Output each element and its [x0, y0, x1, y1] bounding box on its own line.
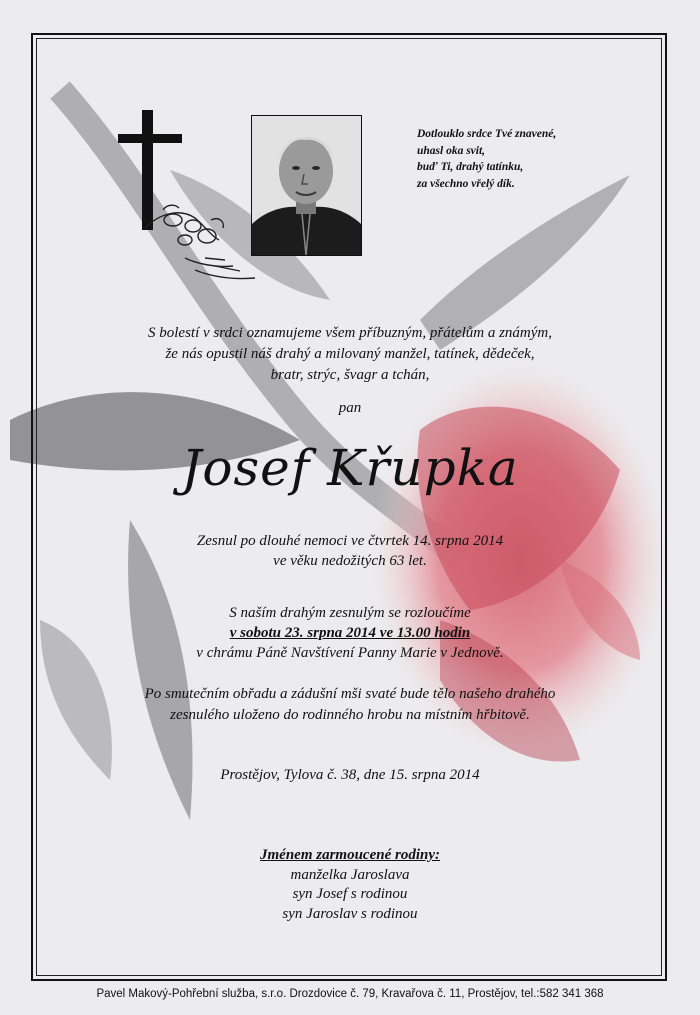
poem-line: Dotlouklo srdce Tvé znavené,: [417, 128, 557, 140]
farewell-poem: [417, 126, 637, 192]
farewell-intro: S naším drahým zesnulým se rozloučíme: [229, 605, 471, 621]
death-line: ve věku nedožitých 63 let.: [273, 553, 427, 569]
funeral-info: [0, 603, 700, 663]
death-line: Zesnul po dlouhé nemoci ve čtvrtek 14. srpna 2014: [196, 533, 504, 549]
family-signature: [0, 846, 700, 924]
death-info: [0, 531, 700, 571]
portrait-image: [252, 116, 361, 255]
intro-line: S bolestí v srdci oznamujeme všem příbuzným, přátelům a známým,: [148, 325, 552, 341]
poem-line: buď Ti, drahý tatínku,: [417, 161, 524, 173]
intro-line: bratr, strýc, švagr a tchán,: [270, 367, 430, 383]
announcement-text: [0, 323, 700, 386]
burial-line: zesnulého uloženo do rodinného hrobu na místním hřbitově.: [170, 707, 530, 723]
title-word: pan: [338, 400, 362, 416]
burial-line: Po smutečním obřadu a zádušní mši svaté bude tělo našeho drahého: [144, 686, 556, 702]
funeral-date: v sobotu 23. srpna 2014 ve 13.00 hodin: [229, 625, 471, 641]
poem-line: uhasl oka svit,: [417, 144, 486, 157]
family-member: manželka Jaroslava: [290, 866, 410, 883]
place-and-date: Prostějov, Tylova č. 38, dne 15. srpna 2014: [220, 767, 480, 783]
family-heading: Jménem zarmoucené rodiny:: [260, 847, 440, 863]
funeral-service-footer: Pavel Makový-Pohřební služba, s.r.o. Drozdovice č. 79, Kravařova č. 11, Prostějov, tel.:582 341 368: [96, 988, 604, 1000]
funeral-venue: v chrámu Páně Navštívení Panny Marie v Jednově.: [196, 645, 504, 661]
deceased-name: Josef Křupka: [181, 439, 519, 497]
family-member: syn Jaroslav s rodinou: [282, 905, 418, 922]
intro-line: že nás opustil náš drahý a milovaný manžel, tatínek, dědeček,: [165, 346, 535, 362]
cross-icon: [115, 108, 260, 288]
burial-info: [0, 684, 700, 726]
poem-line: za všechno vřelý dík.: [417, 177, 515, 190]
portrait-photo: [251, 115, 362, 256]
family-member: syn Josef s rodinou: [292, 886, 408, 902]
